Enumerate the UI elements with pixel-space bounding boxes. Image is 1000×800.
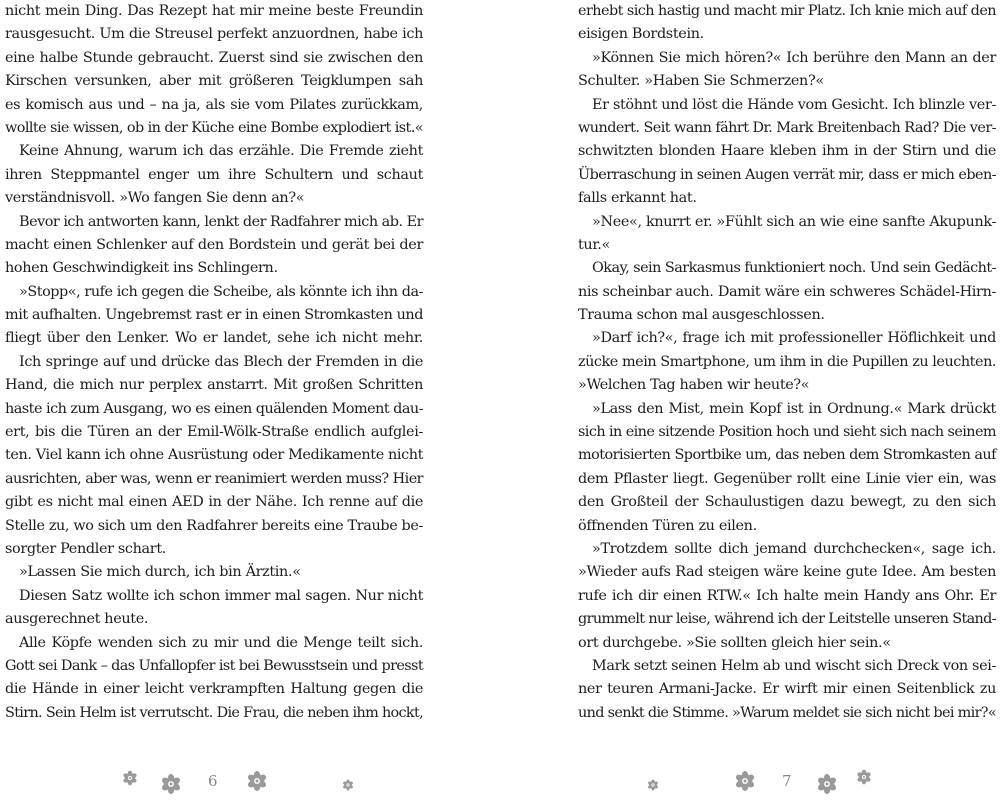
text-line: nis scheinbar auch. Damit wäre ein schweres Schädel-Hirn- xyxy=(578,283,996,300)
text-line: wollte sie wissen, ob in der Küche eine Bombe explodiert ist.« xyxy=(5,119,423,136)
text-line: grummelt nur leise, während ich der Leitstelle unseren Stand- xyxy=(578,611,996,628)
text-line: wundert. Seit wann fährt Dr. Mark Breitenbach Rad? Die ver- xyxy=(578,119,996,136)
text-line: Mark setzt seinen Helm ab und wischt sich Dreck von sei- xyxy=(592,657,996,674)
left-page xyxy=(5,0,423,725)
flower-icon xyxy=(160,773,182,799)
text-line: ner teuren Armani-Jacke. Er wirft mir einen Seitenblick zu xyxy=(578,681,996,698)
text-line: »Wieder aufs Rad steigen wäre keine gute Idee. Am besten xyxy=(578,564,996,581)
text-line: Stelle zu, wo sich um den Radfahrer bereits eine Traube be- xyxy=(5,517,423,534)
page-number: 7 xyxy=(782,772,792,790)
text-line: Überraschung in seinen Augen verrät mir, dass er mich eben- xyxy=(578,166,996,183)
text-line: gibt es nicht mal einen AED in der Nähe. Ich renne auf die xyxy=(5,494,423,511)
text-line: schwitzten blonden Haare kleben ihm in der Stirn und die xyxy=(578,143,996,160)
text-line: dem Pflaster liegt. Gegenüber rollt eine Linie vier ein, was xyxy=(578,470,996,487)
text-line: ort durchgebe. »Sie sollten gleich hier sein.« xyxy=(578,634,891,651)
flower-icon xyxy=(647,776,659,795)
text-line: motorisierten Sportbike um, das neben dem Stromkasten auf xyxy=(578,447,996,464)
flower-icon xyxy=(342,776,354,795)
text-line: nicht mein Ding. Das Rezept hat mir meine beste Freundin xyxy=(5,3,423,19)
text-line: »Darf ich?«, frage ich mit professioneller Höflichkeit und xyxy=(592,330,996,347)
text-line: ausrichten, aber was, wenn er reanimiert werden muss? Hier xyxy=(5,470,423,487)
text-line: tur.« xyxy=(578,236,610,253)
text-line: Hand, die mich nur perplex anstarrt. Mit großen Schritten xyxy=(5,377,423,394)
right-page-text xyxy=(578,0,996,725)
text-line: sorgter Pendler schart. xyxy=(5,540,166,557)
text-line: ert, bis die Türen an der Emil-Wölk-Straße endlich aufglei- xyxy=(5,424,423,441)
right-page xyxy=(578,0,996,725)
text-line: Bevor ich antworten kann, lenkt der Radfahrer mich ab. Er xyxy=(19,213,423,230)
text-line: »Welchen Tag haben wir heute?« xyxy=(578,377,810,394)
text-line: »Nee«, knurrt er. »Fühlt sich an wie eine sanfte Akupunk- xyxy=(592,213,996,230)
text-line: Er stöhnt und löst die Hände vom Gesicht. Ich blinzle ver- xyxy=(592,96,996,113)
text-line: erhebt sich hastig und macht mir Platz. Ich knie mich auf den xyxy=(578,3,996,19)
flower-icon xyxy=(734,770,756,796)
text-line: rufe ich dir einen RTW.« Ich halte mein Handy ans Ohr. Er xyxy=(578,587,996,604)
text-line: ausgerechnet heute. xyxy=(5,611,149,628)
text-line: »Lass den Mist, mein Kopf ist in Ordnung.« Mark drückt xyxy=(592,400,996,417)
text-line: »Stopp«, rufe ich gegen die Scheibe, als könnte ich ihn da- xyxy=(19,283,423,300)
text-line: rausgesucht. Um die Streusel perfekt anzuordnen, habe ich xyxy=(5,26,423,43)
text-line: Schulter. »Haben Sie Schmerzen?« xyxy=(578,73,824,90)
text-line: Kirschen versunken, aber mit größeren Teigklumpen sah xyxy=(5,73,423,90)
text-line: haste ich zum Ausgang, wo es einen quälenden Moment dau- xyxy=(5,400,423,417)
left-page-footer xyxy=(110,768,390,796)
text-line: Stirn. Sein Helm ist verrutscht. Die Frau, die neben ihm hockt, xyxy=(5,704,423,721)
flower-icon xyxy=(856,769,872,789)
text-line: ihren Steppmantel enger um ihre Schultern und schaut xyxy=(5,166,423,183)
text-line: Ich springe auf und drücke das Blech der Fremden in die xyxy=(19,353,423,370)
text-line: Alle Köpfe wenden sich zu mir und die Menge teilt sich. xyxy=(19,634,423,651)
text-line: fliegt über den Lenker. Wo er landet, sehe ich nicht mehr. xyxy=(5,330,423,347)
text-line: sich in eine sitzende Position hoch und sieht sich nach seinem xyxy=(578,424,996,441)
text-line: verständnisvoll. »Wo fangen Sie denn an?« xyxy=(5,190,305,207)
text-line: und senkt die Stimme. »Warum meldet sie sich nicht bei mir?« xyxy=(578,704,996,721)
text-line: »Trotzdem sollte dich jemand durchchecken«, sage ich. xyxy=(592,540,996,557)
text-line: hohen Geschwindigkeit ins Schlingern. xyxy=(5,260,278,277)
left-page-text xyxy=(5,0,423,725)
flower-icon xyxy=(246,770,268,796)
text-line: Trauma schon mal ausgeschlossen. xyxy=(578,307,825,324)
flower-icon xyxy=(816,773,838,799)
text-line: zücke mein Smartphone, um ihm in die Pupillen zu leuchten. xyxy=(578,353,996,370)
text-line: den Großteil der Schaulustigen dazu bewegt, zu den sich xyxy=(578,494,996,511)
text-line: Gott sei Dank – das Unfallopfer ist bei Bewusstsein und presst xyxy=(5,657,423,674)
text-line: ten. Viel kann ich ohne Ausrüstung oder Medikamente nicht xyxy=(5,447,423,464)
flower-icon xyxy=(122,770,138,790)
text-line: falls erkannt hat. xyxy=(578,190,697,207)
text-line: macht einen Schlenker auf den Bordstein und gerät bei der xyxy=(5,236,423,253)
text-line: »Können Sie mich hören?« Ich berühre den Mann an der xyxy=(592,49,996,66)
text-line: »Lassen Sie mich durch, ich bin Ärztin.« xyxy=(19,564,301,581)
text-line: eisigen Bordstein. xyxy=(578,26,704,43)
text-line: öffnenden Türen zu eilen. xyxy=(578,517,757,534)
page-number: 6 xyxy=(208,772,218,790)
text-line: die Hände in einer leicht verkrampften Haltung gegen die xyxy=(5,681,423,698)
text-line: Diesen Satz wollte ich schon immer mal sagen. Nur nicht xyxy=(19,587,423,604)
text-line: mit aufhalten. Ungebremst rast er in einen Stromkasten und xyxy=(5,307,423,324)
text-line: Okay, sein Sarkasmus funktioniert noch. Und sein Gedächt- xyxy=(592,260,996,277)
text-line: eine halbe Stunde gebraucht. Zuerst sind sie zwischen den xyxy=(5,49,423,66)
text-line: es komisch aus und – na ja, als sie vom Pilates zurückkam, xyxy=(5,96,423,113)
right-page-footer xyxy=(630,768,910,796)
text-line: Keine Ahnung, warum ich das erzähle. Die Fremde zieht xyxy=(19,143,423,160)
